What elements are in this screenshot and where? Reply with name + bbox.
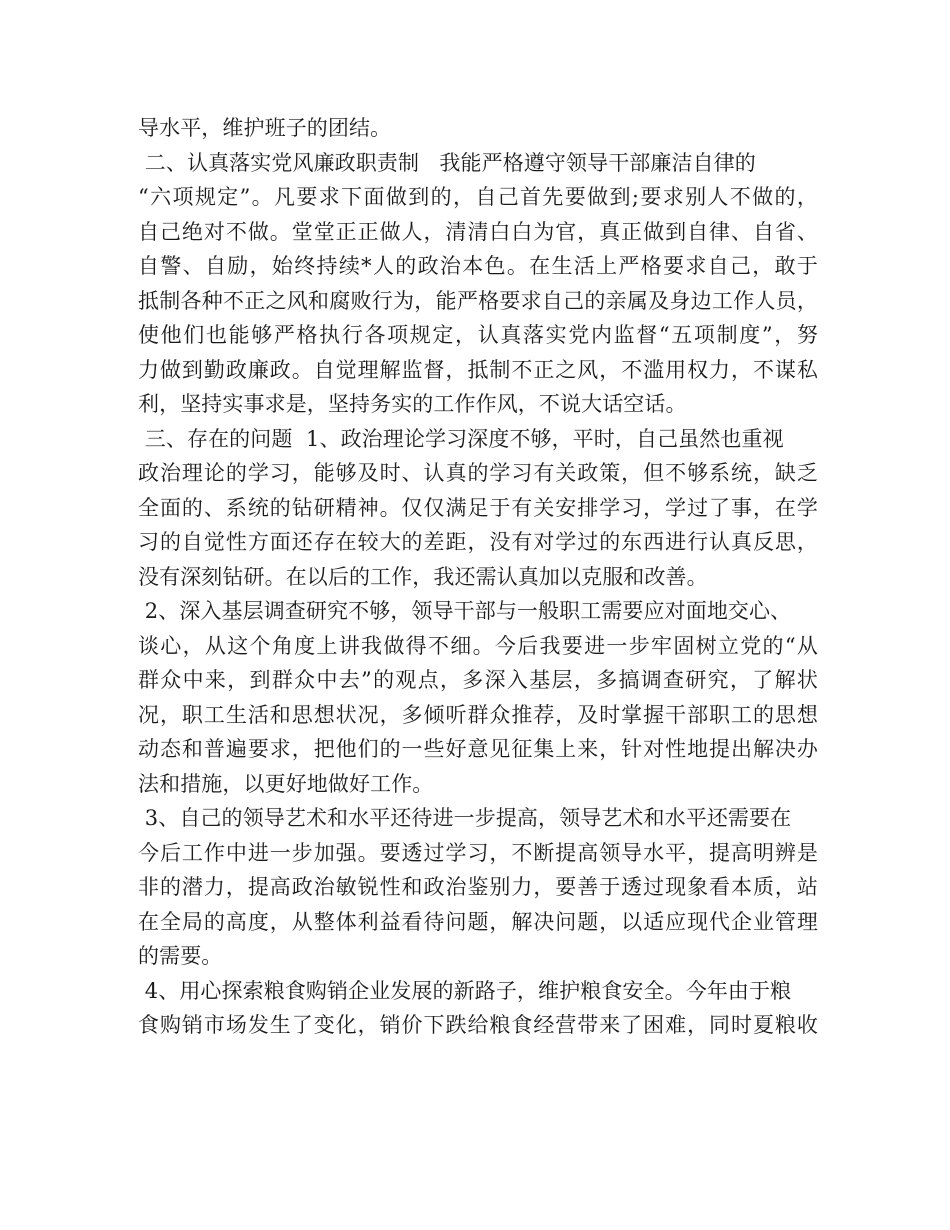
text-line: 况，职工生活和思想状况，多倾听群众推荐，及时掌握干部职工的思想: [138, 702, 818, 727]
text-line: 自警、自励，始终持续*人的政治本色。在生活上严格要求自己，敢于: [138, 254, 818, 278]
text-line: 非的潜力，提高政治敏锐性和政治鉴别力，要善于透过现象看本质，站: [138, 875, 818, 899]
text-line: 动态和普遍要求，把他们的一些好意见征集上来，针对性地提出解决办: [138, 737, 818, 761]
text-line: 政治理论的学习，能够及时、认真的学习有关政策，但不够系统，缺乏: [138, 461, 818, 485]
text-line: 没有深刻钻研。在以后的工作，我还需认真加以克服和改善。: [138, 564, 708, 589]
text-line: 的需要。: [138, 944, 223, 968]
text-line: 三、存在的问题 1、政治理论学习深度不够，平时，自己虽然也重视: [138, 426, 784, 451]
text-line: “六项规定”。凡要求下面做到的，自己首先要做到;要求别人不做的，: [138, 185, 818, 209]
text-line: 习的自觉性方面还存在较大的差距，没有对学过的东西进行认真反思，: [138, 530, 818, 554]
text-line: 利，坚持实事求是，坚持务实的工作作风，不说大话空话。: [138, 392, 687, 416]
text-line: 4、用心探索粮食购销企业发展的新路子，维护粮食安全。今年由于粮: [138, 978, 792, 1003]
text-line: 力做到勤政廉政。自觉理解监督，抵制不正之风，不滥用权力，不谋私: [138, 357, 818, 382]
text-line: 自己绝对不做。堂堂正正做人，清清白白为官，真正做到自律、自省、: [138, 219, 818, 244]
document-body: [138, 111, 818, 1043]
text-line: 谈心，从这个角度上讲我做得不细。今后我要进一步牢固树立党的“从: [138, 633, 818, 658]
text-line: 抵制各种不正之风和腐败行为，能严格要求自己的亲属及身边工作人员，: [138, 288, 818, 313]
text-line: 在全局的高度，从整体利益看待问题，解决问题，以适应现代企业管理: [138, 909, 818, 934]
text-line: 3、自己的领导艺术和水平还待进一步提高，领导艺术和水平还需要在: [138, 806, 792, 830]
text-line: 群众中来，到群众中去”的观点，多深入基层，多搞调查研究，了解状: [138, 668, 818, 692]
text-line: 法和措施，以更好地做好工作。: [138, 771, 434, 796]
text-line: 导水平，维护班子的团结。: [138, 116, 392, 140]
text-line: 2、深入基层调查研究不够，领导干部与一般职工需要应对面地交心、: [138, 599, 792, 623]
text-line: 食购销市场发生了变化，销价下跌给粮食经营带来了困难，同时夏粮收: [138, 1013, 818, 1037]
text-line: 全面的、系统的钻研精神。仅仅满足于有关安排学习，学过了事，在学: [138, 495, 818, 520]
text-line: 今后工作中进一步加强。要透过学习，不断提高领导水平，提高明辨是: [138, 840, 818, 865]
text-line: 使他们也能够严格执行各项规定，认真落实党内监督“五项制度”，努: [138, 323, 818, 347]
text-line: 二、认真落实党风廉政职责制 我能严格遵守领导干部廉洁自律的: [138, 150, 756, 175]
